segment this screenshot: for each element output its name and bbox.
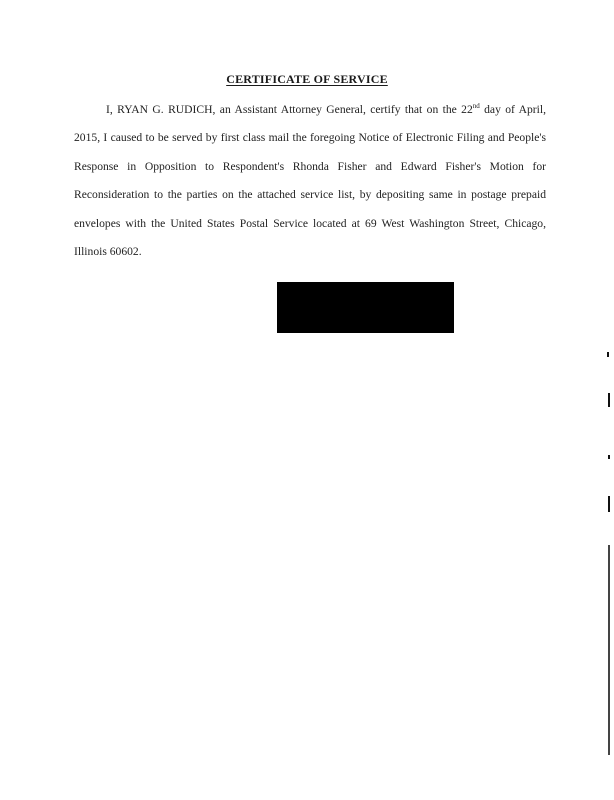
- scan-artifact: [608, 455, 610, 459]
- scan-artifact: [608, 496, 610, 512]
- scan-edge-line: [608, 545, 610, 755]
- body-text-part1: I, RYAN G. RUDICH, an Assistant Attorney General, certify that on the 22: [106, 103, 473, 116]
- redacted-signature-block: [277, 282, 454, 333]
- certificate-body: [74, 96, 546, 266]
- scan-artifact: [608, 393, 610, 407]
- certificate-title-text: CERTIFICATE OF SERVICE: [226, 72, 388, 86]
- certificate-title: [0, 72, 614, 87]
- scan-artifact: [607, 352, 609, 357]
- body-text-part2: day of April, 2015, I caused to be served by first class mail the foregoing Notice of Electronic Filing and People's Response in Opposition to Respondent's Rhonda Fisher and Edward Fisher's Motion for Reconsideration to the parties on the attached service list, by depositing same in postage prepaid envelopes with the United States Postal Service located at 69 West Washington Street, Chicago, Illinois 60602.: [74, 103, 546, 259]
- ordinal-suffix: nd: [472, 102, 480, 111]
